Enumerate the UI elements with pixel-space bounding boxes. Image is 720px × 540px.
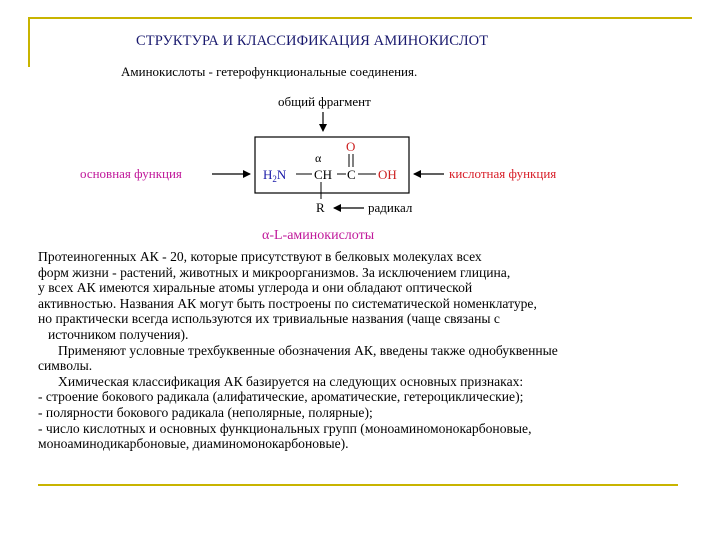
- radical-label: радикал: [368, 200, 413, 215]
- carboxyl-carbon: C: [347, 167, 356, 182]
- body-line: Химическая классификация АК базируется на следующих основных признаках:: [58, 373, 524, 389]
- common-fragment-box: [255, 137, 409, 193]
- body-line: - строение бокового радикала (алифатические, ароматические, гетероциклические);: [38, 389, 524, 405]
- frame-bottom-line: [38, 484, 678, 486]
- body-text: [38, 249, 678, 452]
- basic-function-label: основная функция: [80, 166, 182, 181]
- hydroxyl-group: OH: [378, 167, 397, 182]
- acid-function-label: кислотная функция: [449, 166, 557, 181]
- radical-symbol: R: [316, 200, 325, 215]
- slide-title: СТРУКТУРА И КЛАССИФИКАЦИЯ АМИНОКИСЛОТ: [136, 33, 489, 49]
- body-line: Применяют условные трехбуквенные обозначения АК, введены также однобуквенные: [58, 342, 558, 358]
- body-line: у всех АК имеются хиральные атомы углерода и они обладают оптической: [38, 280, 473, 296]
- body-line: - число кислотных и основных функциональных групп (моноаминомонокарбоновые,: [38, 420, 532, 436]
- body-line: форм жизни - растений, животных и микроорганизмов. За исключением глицина,: [38, 264, 511, 280]
- body-line: Протеиногенных АК - 20, которые присутствуют в белковых молекулах всех: [38, 249, 482, 264]
- body-line: активностью. Названия АК могут быть построены по систематической номенклатуре,: [38, 295, 537, 311]
- carbonyl-oxygen: O: [346, 139, 356, 154]
- amino-acid-scheme: [0, 0, 720, 250]
- body-line: моноаминодикарбоновые, диаминомонокарбоновые).: [38, 436, 349, 452]
- body-line: источником получения).: [48, 326, 189, 342]
- alpha-carbon: CH: [314, 167, 333, 182]
- amino-group: $H_2N$: [263, 167, 287, 184]
- common-fragment-label: общий фрагмент: [278, 94, 371, 109]
- slide-subtitle: Аминокислоты - гетерофункциональные соединения.: [121, 64, 418, 79]
- compound-name: α-L-аминокислоты: [262, 228, 375, 243]
- body-line: но практически всегда используются их тривиальные названия (чаще связаны с: [38, 311, 500, 327]
- body-line: символы.: [38, 358, 93, 374]
- alpha-symbol: α: [315, 151, 322, 165]
- body-line: - полярности бокового радикала (неполярные, полярные);: [38, 404, 373, 420]
